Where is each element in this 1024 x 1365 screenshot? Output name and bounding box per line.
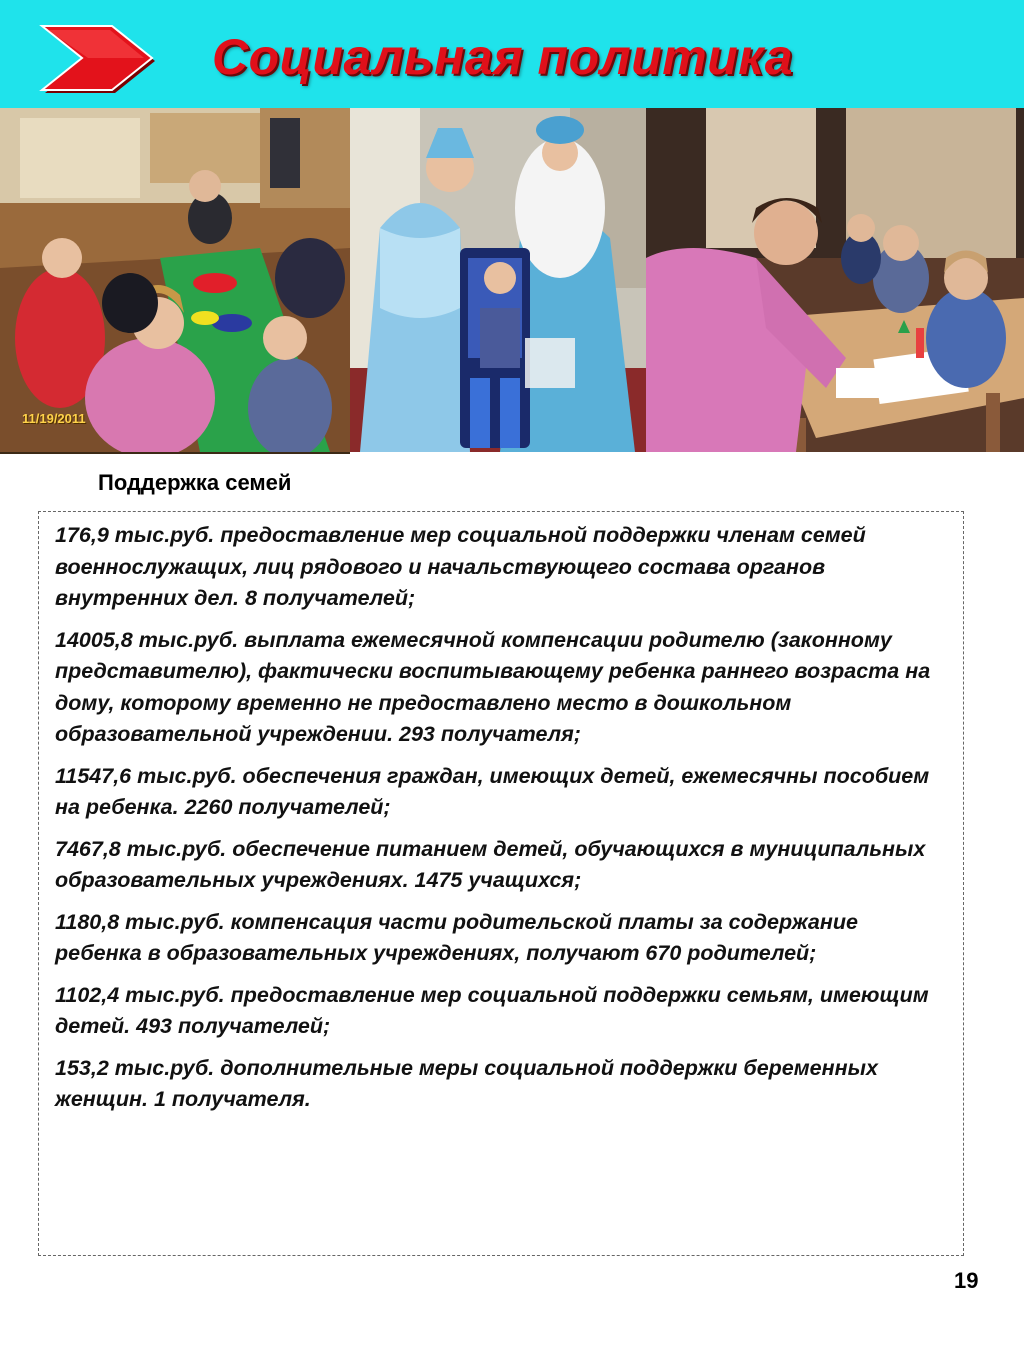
support-item: 1180,8 тыс.руб. компенсация части родительской платы за содержание ребенка в образовательных учреждениях, получают 670 родителей; [55, 909, 858, 965]
photo-date-stamp: 11/19/2011 [22, 411, 86, 426]
photo-new-year-celebration [350, 108, 646, 452]
support-item: 14005,8 тыс.руб. выплата ежемесячной компенсации родителю (законному представителю), фактически воспитывающему ребенка раннего возраста на дому, которому временно не предоставлено место в дошкольном образовательной учреждении. 293 получателя; [55, 627, 931, 746]
page-title: Социальная политика [212, 29, 794, 85]
support-item: 153,2 тыс.руб. дополнительные меры социальной поддержки беременных женщин. 1 получателя. [55, 1055, 878, 1111]
support-item: 11547,6 тыс.руб. обеспечения граждан, имеющих детей, ежемесячны пособием на ребенка. 2260 получателей; [55, 763, 930, 819]
page-number: 19 [954, 1268, 979, 1293]
photo-craft-lesson [646, 108, 1024, 452]
red-arrow-chevron-icon [34, 22, 160, 94]
support-item: 7467,8 тыс.руб. обеспечение питанием детей, обучающихся в муниципальных образовательных учреждениях. 1475 учащихся; [55, 836, 926, 892]
support-item: 1102,4 тыс.руб. предоставление мер социальной поддержки семьям, имеющим детей. 493 получателей; [55, 982, 929, 1038]
section-heading: Поддержка семей [98, 470, 292, 495]
support-items-box [38, 511, 964, 1256]
photo-children-group-activity [0, 108, 350, 454]
support-item: 176,9 тыс.руб. предоставление мер социальной поддержки членам семей военнослужащих, лиц рядового и начальствующего состава органов внутренних дел. 8 получателей; [55, 523, 866, 610]
